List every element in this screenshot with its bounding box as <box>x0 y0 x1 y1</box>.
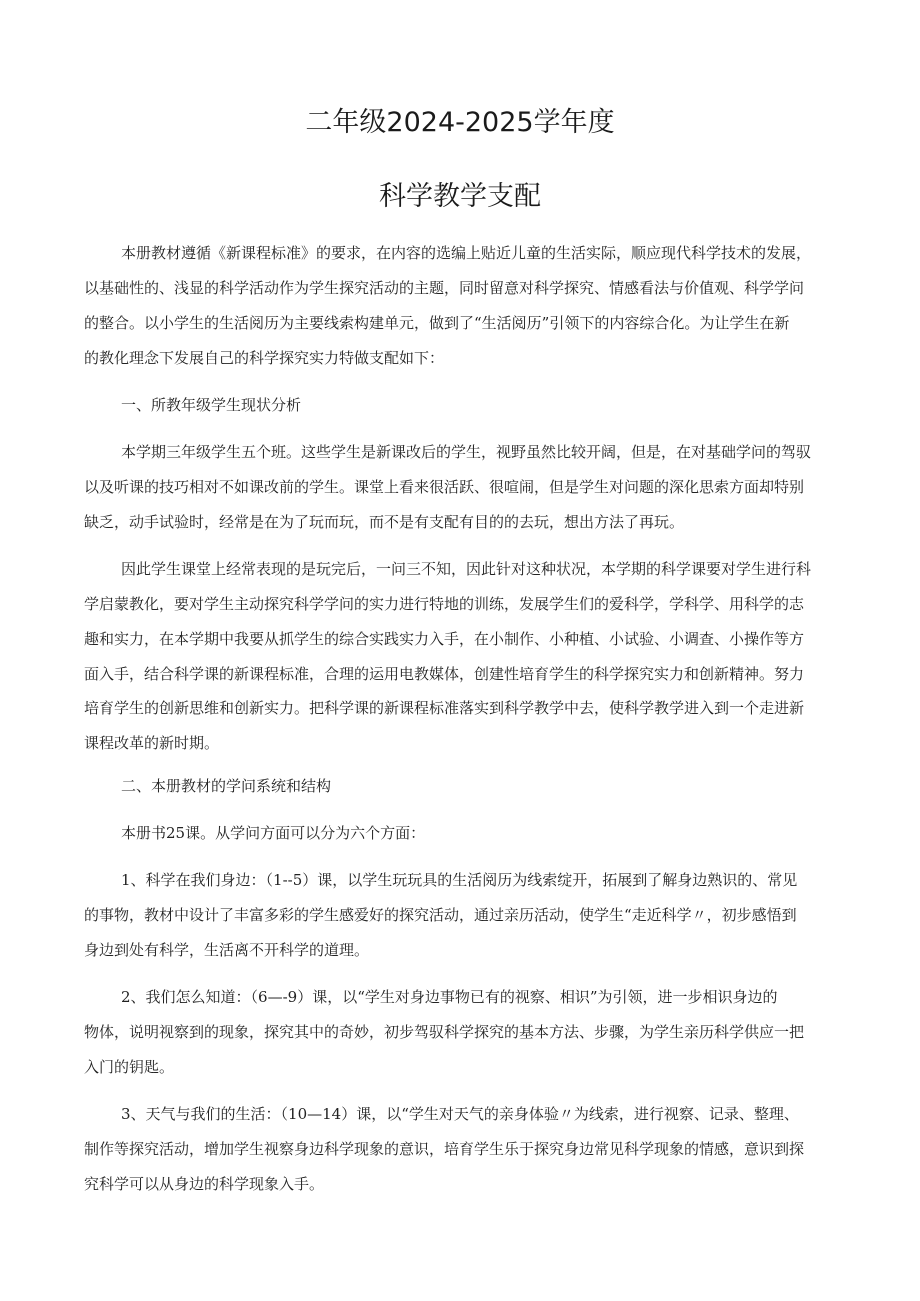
section-heading: 一、所教年级学生现状分析 <box>121 396 302 414</box>
paragraph-line: 学启蒙教化，要对学生主动探究科学学问的实力进行特地的训练，发展学生们的爱科学，学科学、用科学的志 <box>84 595 805 613</box>
paragraph-line: 的事物，教材中设计了丰富多彩的学生感爱好的探究活动，通过亲历活动，使学生“走近科学〃，初步感悟到 <box>84 906 797 924</box>
paragraph-line: 物体，说明视察到的现象，探究其中的奇妙，初步驾驭科学探究的基本方法、步骤，为学生亲历科学供应一把 <box>84 1023 805 1041</box>
paragraph-line: 课程改革的新时期。 <box>84 734 220 752</box>
document-title-line-2: 科学教学支配 <box>379 181 541 212</box>
paragraph-line: 的教化理念下发展自己的科学探究实力特做支配如下： <box>84 349 445 367</box>
paragraph-line: 制作等探究活动，增加学生视察身边科学现象的意识，培育学生乐于探究身边常见科学现象的情感，意识到探 <box>84 1140 805 1158</box>
paragraph-line: 以基础性的、浅显的科学活动作为学生探究活动的主题，同时留意对科学探究、情感看法与价值观、科学学问 <box>84 279 805 297</box>
paragraph-line: 本册教材遵循《新课程标准》的要求，在内容的选编上贴近儿童的生活实际，顺应现代科学技术的发展， <box>121 244 812 262</box>
paragraph-line: 的整合。以小学生的生活阅历为主要线索构建单元，做到了“生活阅历”引领下的内容综合化。为让学生在新 <box>84 314 790 332</box>
paragraph-line: 趣和实力，在本学期中我要从抓学生的综合实践实力入手，在小制作、小种植、小试验、小调查、小操作等方 <box>84 630 805 648</box>
paragraph-line: 1、科学在我们身边：（1--5）课，以学生玩玩具的生活阅历为线索绽开，拓展到了解身边熟识的、常见 <box>121 871 798 889</box>
document-title-line-1: 二年级2024-2025学年度 <box>305 107 615 138</box>
paragraph-line: 因此学生课堂上经常表现的是玩完后，一问三不知，因此针对这种状况，本学期的科学课要对学生进行科 <box>121 560 812 578</box>
paragraph-line: 以及听课的技巧相对不如课改前的学生。课堂上看来很活跃、很喧闹，但是学生对问题的深化思索方面却特别 <box>84 478 805 496</box>
paragraph-line: 本学期三年级学生五个班。这些学生是新课改后的学生，视野虽然比较开阔，但是，在对基础学问的驾驭 <box>121 443 812 461</box>
paragraph-line: 培育学生的创新思维和创新实力。把科学课的新课程标准落实到科学教学中去，使科学教学进入到一个走进新 <box>84 699 805 717</box>
paragraph-line: 缺乏，动手试验时，经常是在为了玩而玩，而不是有支配有目的的去玩，想出方法了再玩。 <box>84 513 685 531</box>
paragraph-line: 入门的钥匙。 <box>84 1058 175 1076</box>
paragraph-line: 2、我们怎么知道：（6—-9）课，以“学生对身边事物已有的视察、相识”为引领，进一步相识身边的 <box>121 988 778 1006</box>
paragraph-line: 3、天气与我们的生活：（10—14）课，以“学生对天气的亲身体验〃为线索，进行视察、记录、整理、 <box>121 1105 799 1123</box>
section-heading: 二、本册教材的学问系统和结构 <box>121 777 332 795</box>
paragraph-line: 面入手，结合科学课的新课程标准，合理的运用电教媒体，创建性培育学生的科学探究实力和创新精神。努力 <box>84 665 805 683</box>
paragraph-line: 身边到处有科学，生活离不开科学的道理。 <box>84 941 370 959</box>
paragraph-line: 究科学可以从身边的科学现象入手。 <box>84 1175 325 1193</box>
paragraph-line: 本册书25课。从学问方面可以分为六个方面： <box>121 824 426 842</box>
